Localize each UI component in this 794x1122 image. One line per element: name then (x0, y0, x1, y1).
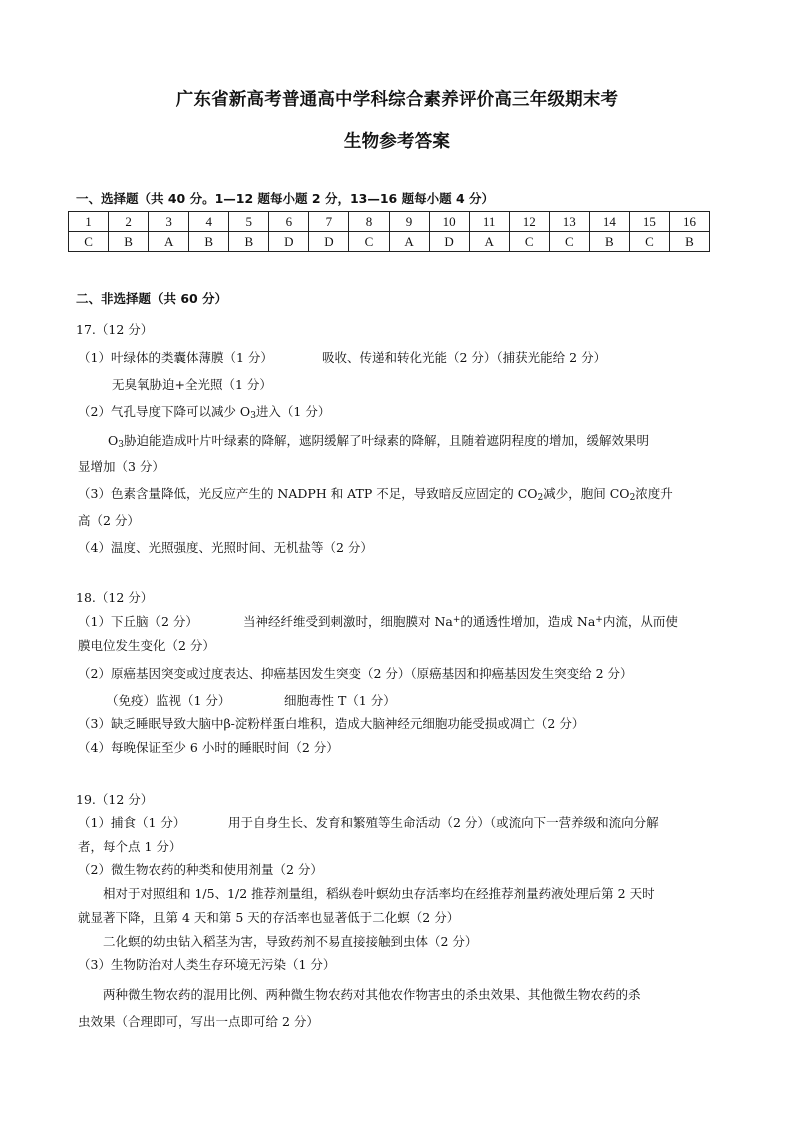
question-number: 16 (669, 212, 709, 232)
q19-answer-3b-cont: 虫效果（合理即可，写出一点即可给 2 分） (78, 1014, 319, 1029)
question-number: 14 (589, 212, 629, 232)
answer-cell: B (109, 232, 149, 252)
question-number: 13 (549, 212, 589, 232)
question-number: 1 (69, 212, 109, 232)
q18-answer-3: （3）缺乏睡眠导致大脑中β-淀粉样蛋白堆积，造成大脑神经元细胞功能受损或凋亡（2 分） (78, 716, 585, 731)
q18-answer-2b: （免疫）监视（1 分） (106, 693, 231, 708)
answer-cell: D (309, 232, 349, 252)
answer-cell: C (69, 232, 109, 252)
q19-answer-3: （3）生物防治对人类生存环境无污染（1 分） (78, 957, 336, 972)
q18-answer-4: （4）每晚保证至少 6 小时的睡眠时间（2 分） (78, 740, 339, 755)
page-title: 广东省新高考普通高中学科综合素养评价高三年级期末考 (175, 90, 619, 110)
section-2-heading: 二、非选择题（共 60 分） (76, 291, 228, 306)
question-number: 4 (189, 212, 229, 232)
q18-answer-1a: （1）下丘脑（2 分） (78, 614, 198, 629)
q17-answer-4: （4）温度、光照强度、光照时间、无机盐等（2 分） (78, 540, 373, 555)
answer-table (68, 211, 710, 252)
question-number: 15 (629, 212, 669, 232)
answer-cell: A (469, 232, 509, 252)
q19-answer-1b-cont: 者，每个点 1 分） (78, 839, 182, 854)
q17-answer-1a: （1）叶绿体的类囊体薄膜（1 分） (78, 350, 273, 365)
q17-answer-1c: 无臭氧胁迫+全光照（1 分） (112, 377, 272, 392)
answer-cell: D (269, 232, 309, 252)
page-subtitle: 生物参考答案 (343, 132, 451, 152)
q18-header: 18.（12 分） (76, 590, 154, 605)
q17-answer-3: （3）色素含量降低，光反应产生的 NADPH 和 ATP 不足，导致暗反应固定的 $CO_2$减少，胞间 $CO_2$浓度升 (78, 486, 673, 503)
q18-answer-1b-cont: 膜电位发生变化（2 分） (78, 638, 215, 653)
answer-table-answer-row (69, 232, 710, 252)
question-number: 10 (429, 212, 469, 232)
q17-answer-2a: （2）气孔导度下降可以减少 $O_3$进入（1 分） (78, 404, 331, 421)
q19-answer-3b: 两种微生物农药的混用比例、两种微生物农药对其他农作物害虫的杀虫效果、其他微生物农药的杀 (103, 987, 641, 1002)
q18-answer-1b: 当神经纤维受到刺激时，细胞膜对 Na+的通透性增加，造成 Na+内流，从而使 (243, 614, 678, 629)
answer-cell: B (229, 232, 269, 252)
q19-answer-2c: 二化螟的幼虫钻入稻茎为害，导致药剂不易直接接触到虫体（2 分） (103, 934, 478, 949)
q19-answer-2b-cont: 就显著下降，且第 4 天和第 5 天的存活率也显著低于二化螟（2 分） (78, 910, 460, 925)
q18-answer-2: （2）原癌基因突变或过度表达、抑癌基因发生突变（2 分）（原癌基因和抑癌基因发生突变给 2 分） (78, 666, 633, 681)
answer-cell: B (669, 232, 709, 252)
q19-answer-2b: 相对于对照组和 1/5、1/2 推荐剂量组，稻纵卷叶螟幼虫存活率均在经推荐剂量药液处理后第 2 天时 (103, 886, 655, 901)
question-number: 6 (269, 212, 309, 232)
answer-cell: B (189, 232, 229, 252)
q19-answer-1b: 用于自身生长、发育和繁殖等生命活动（2 分）（或流向下一营养级和流向分解 (228, 815, 659, 830)
q18-answer-2c: 细胞毒性 T（1 分） (284, 693, 396, 708)
q17-answer-2b-cont: 显增加（3 分） (78, 459, 165, 474)
answer-cell: A (389, 232, 429, 252)
question-number: 7 (309, 212, 349, 232)
answer-cell: C (549, 232, 589, 252)
q17-answer-2b: $O_3$胁迫能造成叶片叶绿素的降解，遮阴缓解了叶绿素的降解，且随着遮阴程度的增加，缓解效果明 (108, 433, 649, 450)
question-number: 8 (349, 212, 389, 232)
answer-cell: C (509, 232, 549, 252)
question-number: 9 (389, 212, 429, 232)
answer-cell: B (589, 232, 629, 252)
q19-header: 19.（12 分） (76, 792, 154, 807)
question-number: 11 (469, 212, 509, 232)
q17-answer-1b: 吸收、传递和转化光能（2 分）（捕获光能给 2 分） (322, 350, 607, 365)
answer-cell: C (349, 232, 389, 252)
question-number: 5 (229, 212, 269, 232)
answer-cell: C (629, 232, 669, 252)
q17-answer-3-cont: 高（2 分） (78, 513, 140, 528)
answer-cell: D (429, 232, 469, 252)
q17-header: 17.（12 分） (76, 322, 154, 337)
answer-table-number-row (69, 212, 710, 232)
answer-cell: A (149, 232, 189, 252)
q19-answer-2: （2）微生物农药的种类和使用剂量（2 分） (78, 862, 323, 877)
question-number: 3 (149, 212, 189, 232)
question-number: 12 (509, 212, 549, 232)
question-number: 2 (109, 212, 149, 232)
section-1-heading: 一、选择题（共 40 分。1—12 题每小题 2 分，13—16 题每小题 4 分） (76, 191, 494, 206)
q19-answer-1a: （1）捕食（1 分） (78, 815, 186, 830)
